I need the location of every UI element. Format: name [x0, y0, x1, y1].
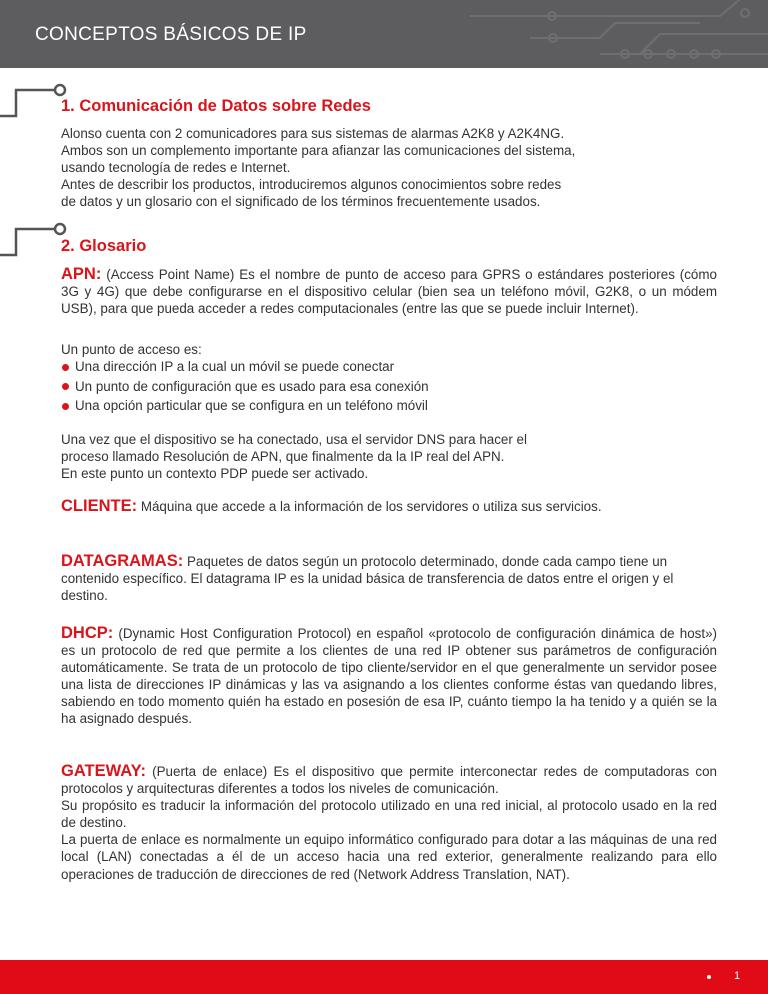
glossary-definition: (Access Point Name) Es el nombre de punto de acceso para GPRS o estándares posteriores (cómo 3G y 4G) que debe configurarse en el dispositivo celular (bien sea un teléfono móvil, G2K8, o un módem USB), para que pueda acceder a redes computacionales (entre las que se puede incluir Internet).: [61, 267, 717, 317]
glossary-term: DATAGRAMAS:: [61, 552, 184, 570]
page-footer: [0, 960, 768, 994]
body-line: Ambos son un complemento importante para afianzar las comunicaciones del sistema,: [61, 143, 576, 159]
glossary-entry-apn: [61, 266, 717, 317]
page-title: CONCEPTOS BÁSICOS DE IP: [35, 24, 307, 45]
glossary-entry-gateway: [61, 763, 717, 883]
section-title-comunicacion: 1. Comunicación de Datos sobre Redes: [61, 97, 371, 115]
body-line: Antes de describir los productos, introduciremos algunos conocimientos sobre redes: [61, 177, 562, 193]
page-number: 1: [734, 970, 741, 982]
body-line: de datos y un glosario con el significado de los términos frecuentemente usados.: [61, 194, 541, 210]
glossary-term: APN:: [61, 265, 102, 283]
list-item: Una dirección IP a la cual un móvil se puede conectar: [61, 357, 717, 377]
body-line: Alonso cuenta con 2 comunicadores para sus sistemas de alarmas A2K8 y A2K4NG.: [61, 126, 565, 141]
bullet-icon: [62, 403, 69, 410]
glossary-definition: Máquina que accede a la información de los servidores o utiliza sus servicios.: [140, 499, 602, 514]
apn-after: [61, 431, 717, 482]
section-bracket-icon: [0, 219, 70, 259]
list-item: Un punto de configuración que es usado para esa conexión: [61, 377, 717, 397]
section-1-body: [61, 125, 717, 210]
page-header: [0, 0, 768, 68]
glossary-definition: (Puerta de enlace) Es el dispositivo que permite interconectar redes de computadoras con protocolos y arquitecturas diferentes a todos los niveles de comunicación.: [61, 764, 717, 797]
apn-bullet-list: [61, 357, 717, 416]
apn-intro: Un punto de acceso es:: [61, 342, 202, 357]
glossary-definition: Paquetes de datos según un protocolo determinado, donde cada campo tiene un contenido específico. El datagrama IP es la unidad básica de transferencia de datos entre el origen y el destino.: [61, 554, 674, 604]
body-line: Una vez que el dispositivo se ha conectado, usa el servidor DNS para hacer el: [61, 432, 527, 447]
list-item: Una opción particular que se configura en un teléfono móvil: [61, 396, 717, 416]
footer-dot-icon: [707, 975, 711, 979]
bullet-icon: [62, 383, 69, 390]
glossary-entry-cliente: [61, 498, 717, 515]
glossary-definition: (Dynamic Host Configuration Protocol) en español «protocolo de configuración dinámica de host») es un protocolo de red que permite a los clientes de una red IP obtener sus parámetros de configuración automáticamente. Se trata de un protocolo de tipo cliente/servidor en el que generalmente un servidor posee una lista de direcciones IP dinámicas y las va asignando a los clientes conforme éstas van quedando libres, sabiendo en todo momento quién ha estado en posesión de esa IP, cuánto tiempo la ha tenido y a quién se la ha asignado después.: [61, 626, 717, 727]
glossary-entry-dhcp: [61, 625, 717, 728]
body-line: En este punto un contexto PDP puede ser activado.: [61, 466, 369, 482]
gateway-paragraph-2: Su propósito es traducir la información del protocolo utilizado en una red inicial, al protocolo usado en la red de destino.: [61, 798, 717, 831]
section-bracket-icon: [0, 80, 70, 120]
section-title-glosario: 2. Glosario: [61, 237, 147, 255]
body-line: usando tecnología de redes e Internet.: [61, 160, 291, 176]
glossary-term: CLIENTE:: [61, 497, 138, 515]
gateway-paragraph-3: La puerta de enlace es normalmente un equipo informático configurado para dotar a las máquinas de una red local (LAN) conectadas a él de un acceso hacia una red exterior, generalmente realizando para ello operaciones de traducción de direcciones de red (Network Address Translation, NAT).: [61, 832, 717, 882]
body-line: proceso llamado Resolución de APN, que finalmente da la IP real del APN.: [61, 449, 505, 465]
bullet-icon: [62, 364, 69, 371]
glossary-term: DHCP:: [61, 624, 114, 642]
glossary-entry-datagramas: [61, 553, 717, 604]
glossary-term: GATEWAY:: [61, 762, 146, 780]
